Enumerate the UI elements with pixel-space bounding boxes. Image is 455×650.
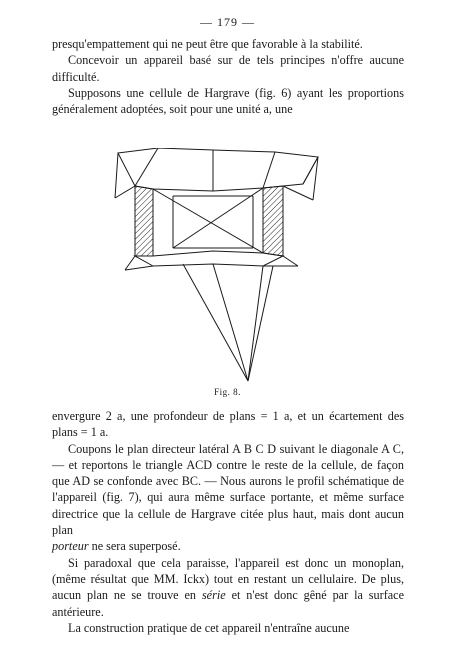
paragraph: Supposons une cellule de Hargrave (fig. 6) ayant les proportions généralement adoptées, soit pour une unité a, une xyxy=(52,85,404,117)
lower-plane xyxy=(135,251,283,266)
text-block-top xyxy=(52,36,404,117)
paragraph xyxy=(52,555,404,620)
paragraph xyxy=(52,538,404,554)
paragraph: Coupons le plan directeur latéral A B C D suivant le diagonale A C, — et reportons le triangle ACD contre le reste de la cellule, de façon que AD se confonde avec BC. — Nous aurons le profil schématique de l'appareil (fig. 7), qui aura même surface portante, et même surface directrice que la cellule de Hargrave citée plus haut, mais dont aucun plan xyxy=(52,441,404,538)
emphasis: porteur xyxy=(52,539,89,554)
emphasis: série xyxy=(201,588,226,603)
paragraph-text: ne sera superposé. xyxy=(88,539,181,554)
kite-figure xyxy=(113,148,328,383)
paragraph-text: Si paradoxal que cela paraisse, l'appareil est donc un monoplan, (même résultat que MM. Ickx) tout en restant un cellulaire. De plus, aucun plan ne se trouve en xyxy=(52,555,404,603)
figure-caption: Fig. 8. xyxy=(214,387,241,397)
page-number: — 179 — xyxy=(200,15,255,29)
paragraph: La construction pratique de cet appareil n'entraîne aucune xyxy=(68,620,350,635)
paragraph: Concevoir un appareil basé sur de tels principes n'offre aucune difficulté. xyxy=(52,53,404,84)
right-side-panel xyxy=(263,186,283,256)
paragraph-text: et n'est donc gêné par la surface antérieure. xyxy=(52,588,404,619)
left-side-panel xyxy=(135,186,153,256)
text-block-bottom xyxy=(52,408,404,636)
paragraph: presqu'empattement qui ne peut être que favorable à la stabilité. xyxy=(52,37,363,51)
upper-plane xyxy=(118,148,318,191)
paragraph: envergure 2 a, une profondeur de plans = 1 a, et un écartement des plans = 1 a. xyxy=(52,409,404,440)
